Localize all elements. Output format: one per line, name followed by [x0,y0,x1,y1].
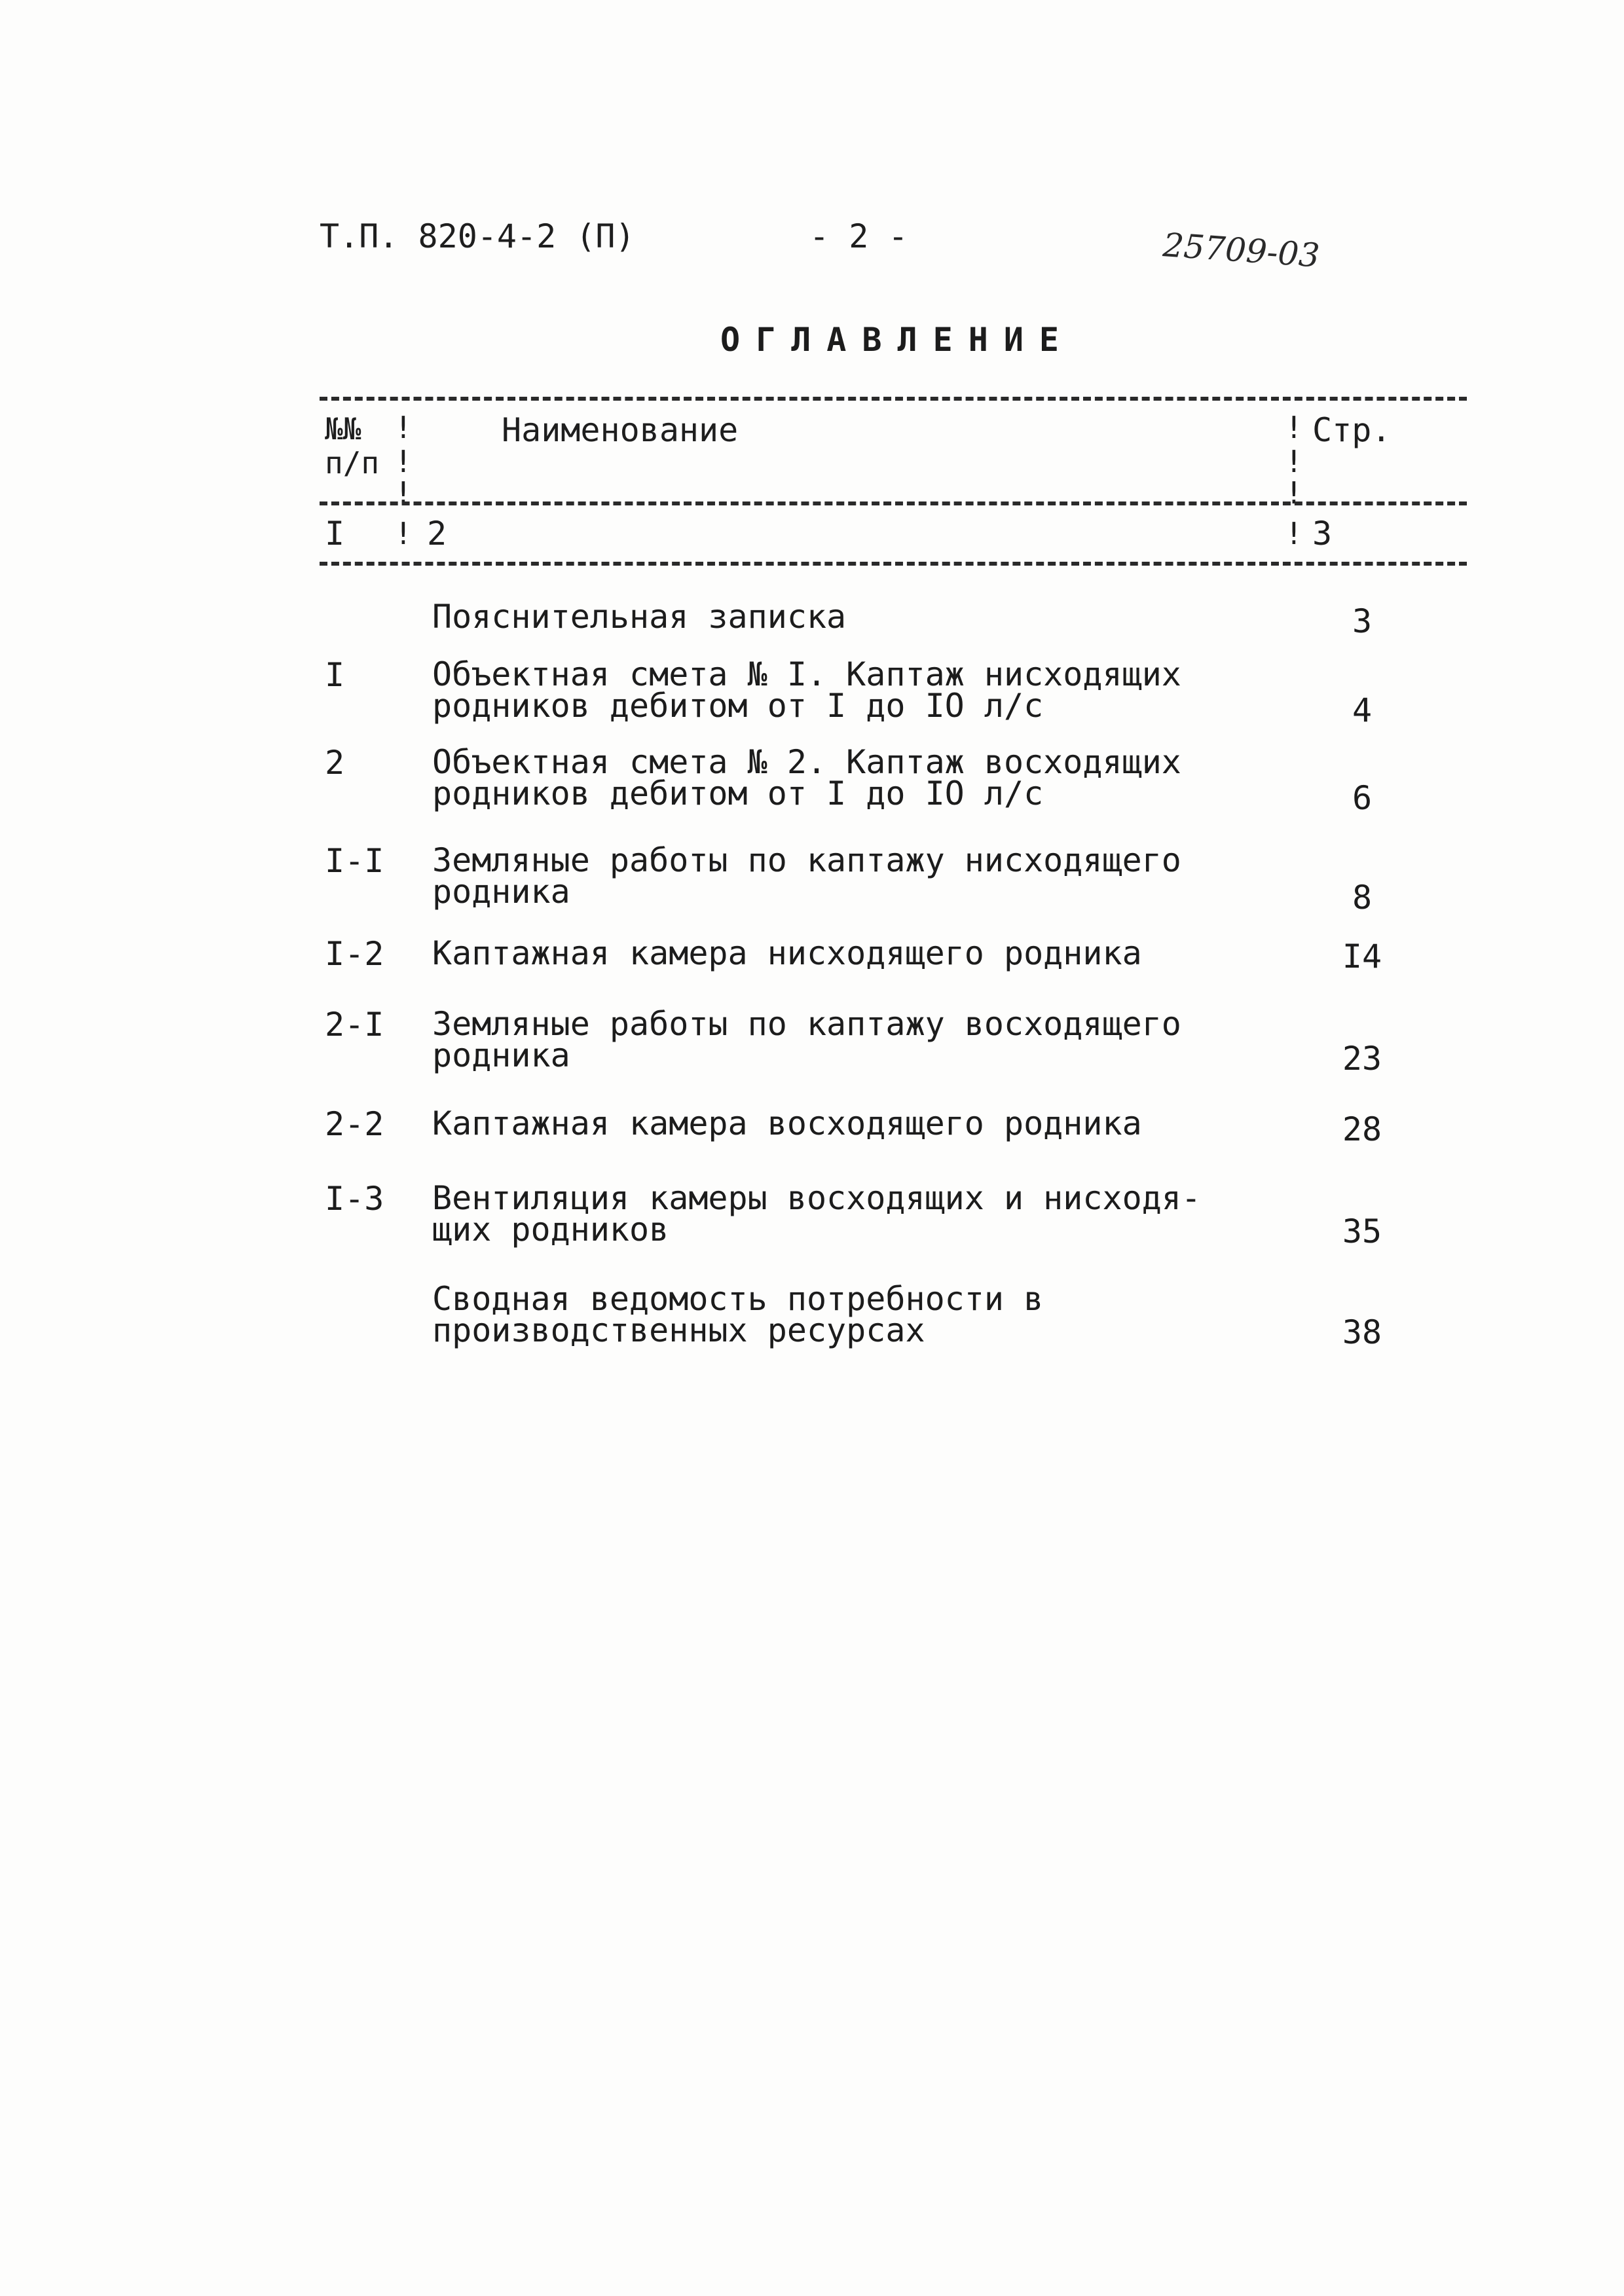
toc-entry-title-cont: родника [432,873,570,911]
page-title: ОГЛАВЛЕНИЕ [720,321,1075,359]
toc-entry-title: Сводная ведомость потребности в [432,1280,1044,1318]
table-rule-middle [320,501,1467,505]
toc-entry-title: Каптажная камера восходящего родника [432,1104,1142,1142]
column-separator: ! [1285,410,1303,445]
toc-entry-title: Вентиляция камеры восходящих и нисходя- [432,1179,1201,1217]
toc-entry-title: Каптажная камера нисходящего родника [432,934,1142,972]
toc-entry-page: 4 [1352,691,1373,729]
toc-entry-title-cont: щих родников [432,1211,669,1248]
toc-entry-number: 2-2 [325,1105,384,1143]
toc-entry-number: I [325,656,345,694]
toc-entry-page: 23 [1342,1040,1382,1078]
toc-entry-number: 2 [325,744,345,782]
toc-entry-number: I-2 [325,935,384,973]
toc-entry-title-cont: родника [432,1036,570,1074]
toc-entry-page: 8 [1352,879,1373,917]
toc-entry-title-cont: производственных ресурсах [432,1311,925,1349]
toc-entry-title: Пояснительная записка [432,598,847,636]
header-col1: I [325,515,345,553]
document-code: Т.П. 820-4-2 (П) [320,217,635,255]
header-num-line2: п/п [325,445,380,481]
column-separator: ! [1285,516,1303,551]
toc-entry-title: Земляные работы по каптажу восходящего [432,1005,1181,1043]
header-page: Стр. [1312,411,1392,449]
table-rule-top [320,397,1467,401]
header-num-line1: №№ [325,411,361,446]
column-separator: ! [394,410,413,445]
column-separator: ! [1285,475,1303,511]
column-separator: ! [394,444,413,479]
column-separator: ! [394,516,413,551]
toc-entry-page: I4 [1342,938,1382,975]
toc-entry-title-cont: родников дебитом от I до IO л/с [432,774,1044,812]
header-name: Наименование [502,411,739,449]
toc-entry-title: Земляные работы по каптажу нисходящего [432,841,1181,879]
table-rule-bottom [320,562,1467,566]
toc-entry-number: I-3 [325,1180,384,1218]
toc-entry-number: I-I [325,842,384,880]
toc-entry-page: 35 [1342,1212,1382,1250]
column-separator: ! [394,475,413,511]
page-number: - 2 - [809,217,908,255]
toc-entry-page: 28 [1342,1110,1382,1148]
toc-entry-title-cont: родников дебитом от I до IO л/с [432,687,1044,725]
handwritten-archive-number: 25709-03 [1161,226,1321,275]
toc-entry-title: Объектная смета № I. Каптаж нисходящих [432,655,1181,693]
column-separator: ! [1285,444,1303,479]
header-col3: 3 [1312,515,1333,553]
toc-entry-number: 2-I [325,1006,384,1044]
toc-entry-page: 3 [1352,602,1373,640]
header-col2: 2 [427,515,447,553]
toc-entry-title: Объектная смета № 2. Каптаж восходящих [432,743,1181,781]
toc-entry-page: 38 [1342,1313,1382,1351]
toc-entry-page: 6 [1352,779,1373,817]
